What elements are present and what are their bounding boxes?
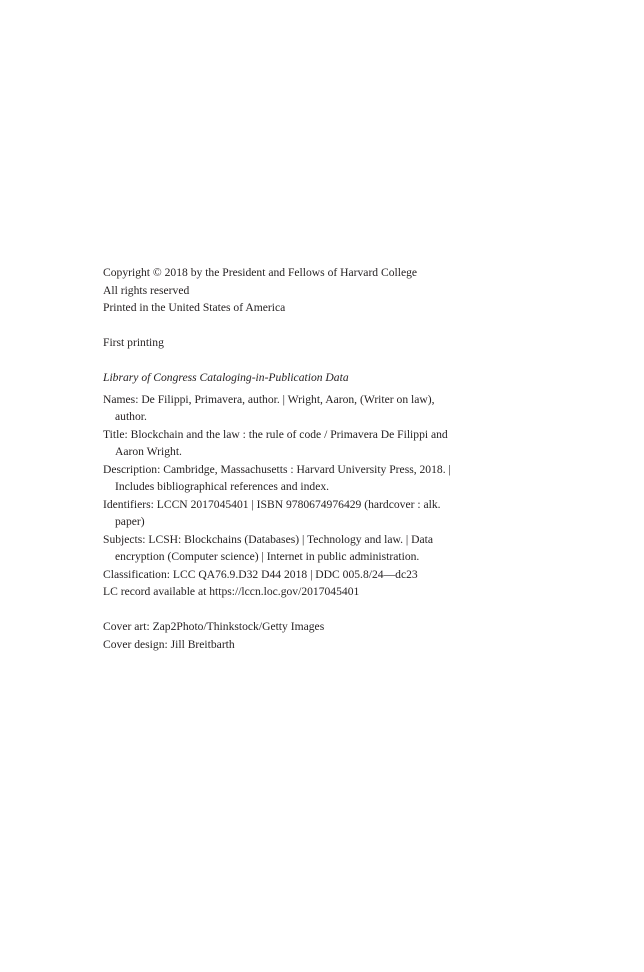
cip-lc-record: LC record available at https://lccn.loc.gov/2017045401 [103,585,360,598]
credits-block [103,618,463,653]
cip-description: Description: Cambridge, Massachusetts : Harvard University Press, 2018. | Includes bibliographical references and index. [103,462,451,493]
printed-location: Printed in the United States of America [103,301,286,314]
cip-subjects: Subjects: LCSH: Blockchains (Databases) | Technology and law. | Data encryption (Computer science) | Internet in public administration. [103,532,433,563]
cip-identifiers: Identifiers: LCCN 2017045401 | ISBN 9780674976429 (hardcover : alk. paper) [103,497,441,528]
copyright-notice: Copyright © 2018 by the President and Fellows of Harvard College [103,266,418,279]
copyright-page [103,264,463,653]
cip-classification: Classification: LCC QA76.9.D32 D44 2018 | DDC 005.8/24—dc23 [103,567,418,581]
printing-block [103,334,463,352]
cip-heading: Library of Congress Cataloging-in-Publication Data [103,371,349,384]
cip-names: Names: De Filippi, Primavera, author. | Wright, Aaron, (Writer on law), author. [103,392,435,423]
cover-design-credit: Cover design: Jill Breitbarth [103,637,235,651]
cip-block [103,369,463,601]
printing-statement: First printing [103,336,164,349]
copyright-block [103,264,463,317]
cip-title: Title: Blockchain and the law : the rule of code / Primavera De Filippi and Aaron Wright. [103,427,448,458]
rights-statement: All rights reserved [103,283,190,297]
cover-art-credit: Cover art: Zap2Photo/Thinkstock/Getty Images [103,620,325,633]
